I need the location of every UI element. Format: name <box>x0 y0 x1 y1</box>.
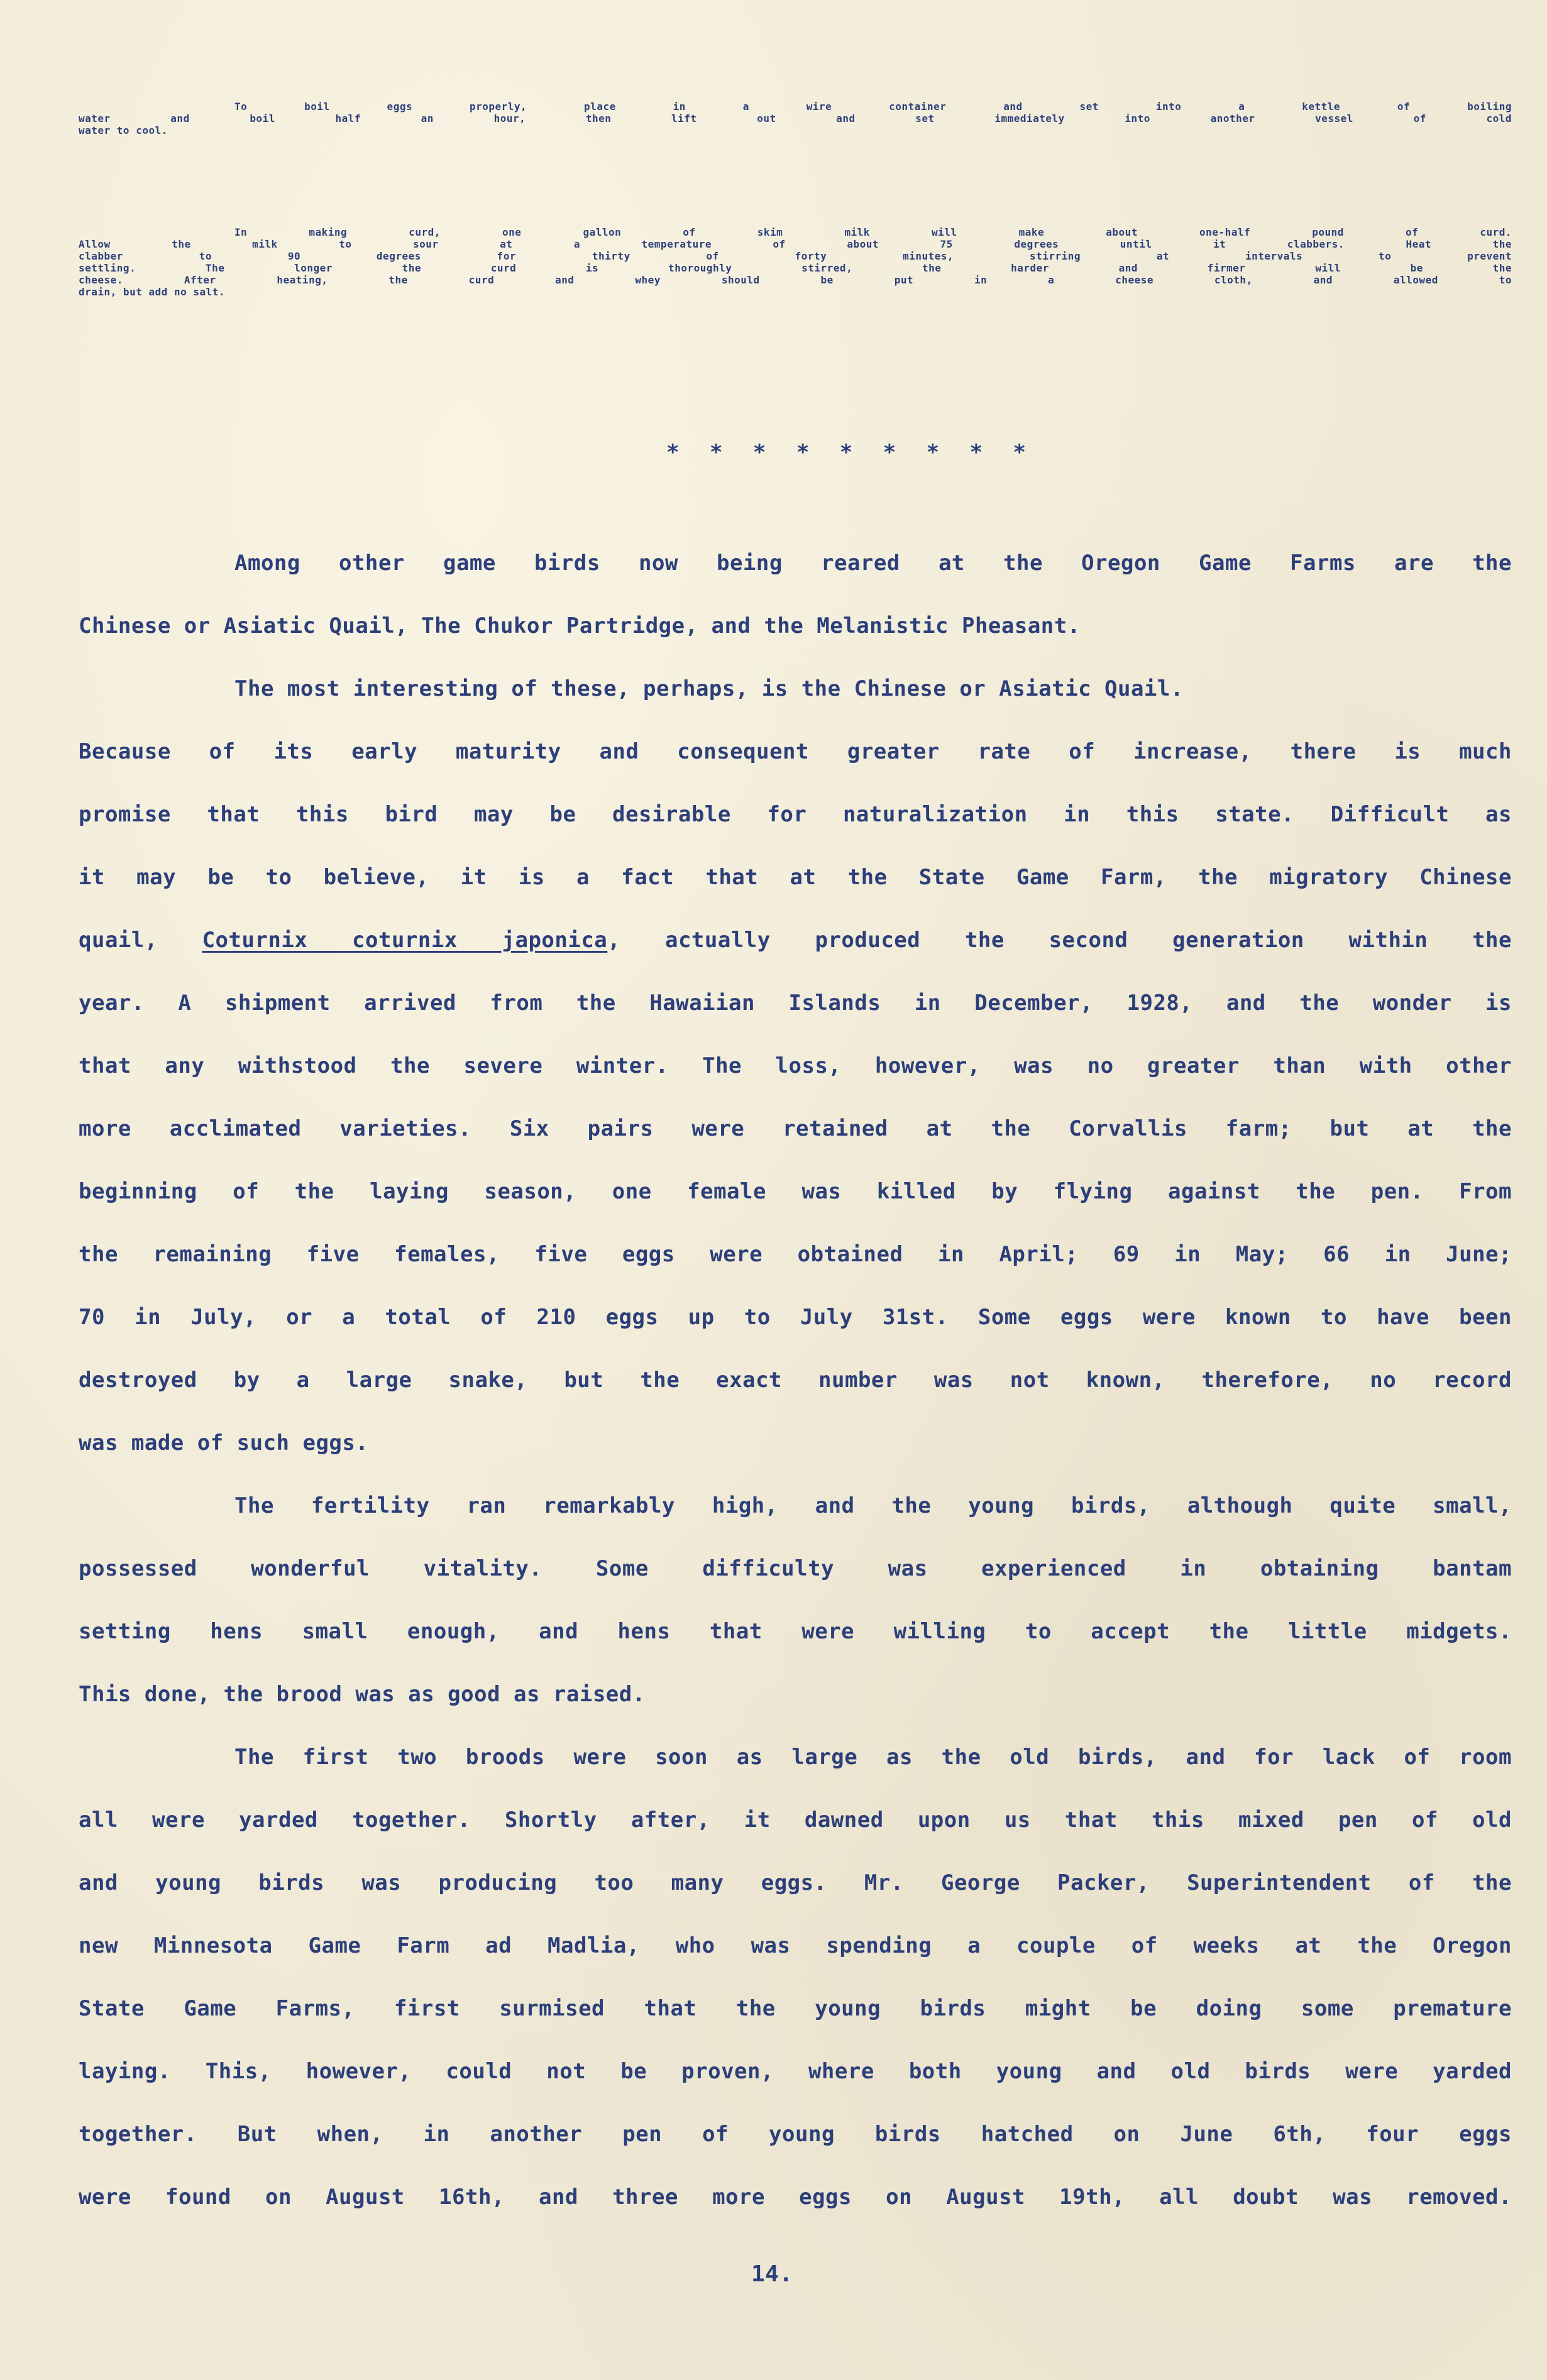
text-line: all were yarded together. Shortly after, it dawned upon us that this mixed pen of old <box>79 1807 1512 1833</box>
text-line: This done, the brood was as good as raised. <box>79 1682 646 1707</box>
text-line: possessed wonderful vitality. Some difficulty was experienced in obtaining bantam <box>79 1556 1512 1581</box>
text-line: The fertility ran remarkably high, and the young birds, although quite small, <box>234 1493 1512 1518</box>
text-line: destroyed by a large snake, but the exact number was not known, therefore, no record <box>79 1368 1512 1393</box>
text-line: 70 in July, or a total of 210 eggs up to July 31st. Some eggs were known to have been <box>79 1305 1512 1330</box>
text-line: together. But when, in another pen of young birds hatched on June 6th, four eggs <box>79 2122 1512 2147</box>
text-line: it may be to believe, it is a fact that at the State Game Farm, the migratory Chinese <box>79 865 1512 890</box>
main-body <box>79 532 1512 2229</box>
text-line: Because of its early maturity and consequent greater rate of increase, there is much <box>79 739 1512 764</box>
text-line: State Game Farms, first surmised that the young birds might be doing some premature <box>79 1996 1512 2021</box>
text-line: year. A shipment arrived from the Hawaiian Islands in December, 1928, and the wonder is <box>79 990 1512 1016</box>
text-line: promise that this bird may be desirable for naturalization in this state. Difficult as <box>79 802 1512 827</box>
paragraph-game-birds <box>79 532 1512 657</box>
text-line: and young birds was producing too many eggs. Mr. George Packer, Superintendent of the <box>79 1870 1512 1895</box>
paragraph-boil-eggs <box>79 101 1512 136</box>
text-line: cheese. After heating, the curd and whey should be put in a cheese cloth, and allowed to <box>79 274 1512 286</box>
text-line: clabber to 90 degrees for thirty of forty minutes, stirring at intervals to prevent <box>79 250 1512 262</box>
text-line: The first two broods were soon as large as the old birds, and for lack of room <box>234 1745 1512 1770</box>
text-line <box>79 909 1512 972</box>
text-line: beginning of the laying season, one female was killed by flying against the pen. From <box>79 1179 1512 1204</box>
text-line: the remaining five females, five eggs were obtained in April; 69 in May; 66 in June; <box>79 1242 1512 1267</box>
paragraph-broods <box>79 1726 1512 2229</box>
text-line: To boil eggs properly, place in a wire container and set into a kettle of boiling <box>234 101 1512 112</box>
text-line: water to cool. <box>79 124 168 136</box>
text-line: Among other game birds now being reared at the Oregon Game Farms are the <box>234 551 1512 576</box>
paragraph-fertility <box>79 1474 1512 1726</box>
text-line: more acclimated varieties. Six pairs were retained at the Corvallis farm; but at the <box>79 1116 1512 1141</box>
text-fragment: quail, <box>79 928 158 953</box>
text-line: was made of such eggs. <box>79 1430 369 1456</box>
paragraph-chinese-quail <box>79 657 1512 1474</box>
text-fragment: , actually produced the second generation within the <box>607 928 1512 953</box>
text-line: settling. The longer the curd is thoroughly stirred, the harder and firmer will be the <box>79 262 1512 274</box>
text-line: drain, but add no salt. <box>79 286 226 298</box>
text-line: were found on August 16th, and three more eggs on August 19th, all doubt was removed. <box>79 2185 1512 2210</box>
paragraph-making-curd <box>79 226 1512 298</box>
scientific-name: Coturnix coturnix japonica <box>202 928 608 953</box>
page-number: 14. <box>751 2261 793 2287</box>
text-line: that any withstood the severe winter. The loss, however, was no greater than with other <box>79 1053 1512 1078</box>
text-line: setting hens small enough, and hens that were willing to accept the little midgets. <box>79 1619 1512 1644</box>
text-line: Chinese or Asiatic Quail, The Chukor Partridge, and the Melanistic Pheasant. <box>79 613 1081 639</box>
text-line: The most interesting of these, perhaps, is the Chinese or Asiatic Quail. <box>234 676 1184 701</box>
text-line: Allow the milk to sour at a temperature of about 75 degrees until it clabbers. Heat the <box>79 238 1512 250</box>
section-separator: * * * * * * * * * <box>666 440 1035 465</box>
text-line: water and boil half an hour, then lift out and set immediately into another vessel of cold <box>79 112 1512 124</box>
text-line: new Minnesota Game Farm ad Madlia, who was spending a couple of weeks at the Oregon <box>79 1933 1512 1958</box>
text-line: laying. This, however, could not be proven, where both young and old birds were yarded <box>79 2059 1512 2084</box>
text-line: In making curd, one gallon of skim milk will make about one-half pound of curd. <box>234 226 1512 238</box>
